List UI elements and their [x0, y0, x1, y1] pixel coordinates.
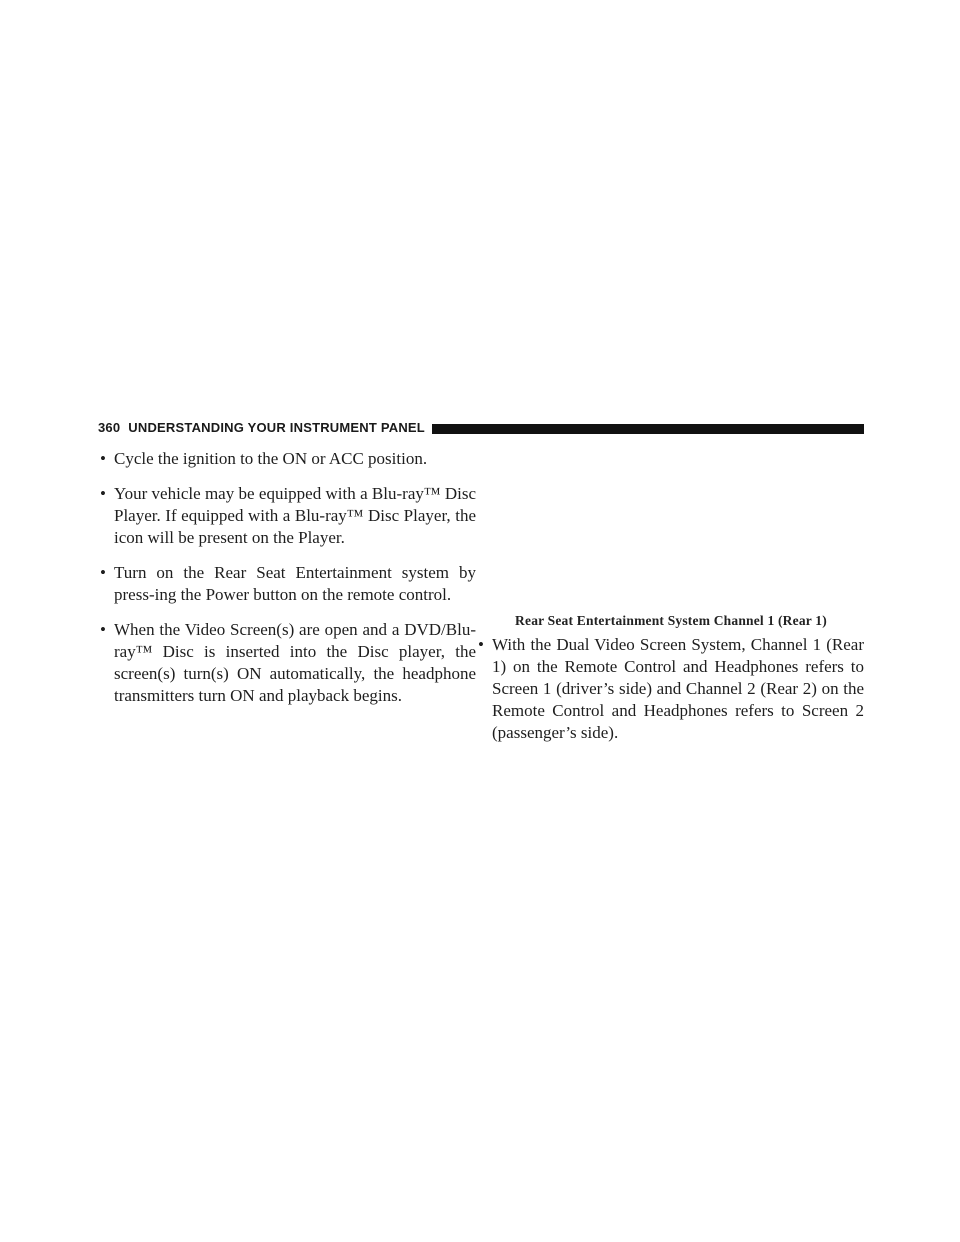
- left-column: [100, 448, 476, 720]
- list-item-text: Cycle the ignition to the ON or ACC position.: [114, 449, 428, 468]
- bullet-icon: •: [100, 449, 106, 468]
- list-item: [100, 619, 476, 707]
- page-number: 360: [98, 419, 121, 435]
- list-item: [100, 448, 476, 470]
- list-item: [478, 634, 864, 744]
- list-item-text: Your vehicle may be equipped with a Blu-ray™ Disc Player. If equipped with a Blu-ray™ Disc Player, the icon will be present on the Player.: [114, 484, 476, 547]
- header-rule: [432, 424, 864, 434]
- right-bullet-list: [478, 634, 864, 744]
- right-column: [478, 612, 864, 757]
- figure-caption: Rear Seat Entertainment System Channel 1 (Rear 1): [515, 613, 827, 628]
- list-item: [100, 562, 476, 606]
- bullet-icon: •: [478, 635, 484, 654]
- list-item: [100, 483, 476, 549]
- list-item-text: With the Dual Video Screen System, Channel 1 (Rear 1) on the Remote Control and Headphones refers to Screen 1 (driver’s side) and Channel 2 (Rear 2) on the Remote Control and Headphones refers to Screen 2 (passenger’s side).: [492, 635, 864, 742]
- bullet-icon: •: [100, 620, 106, 639]
- left-bullet-list: [100, 448, 476, 707]
- list-item-text: When the Video Screen(s) are open and a DVD/Blu-ray™ Disc is inserted into the Disc player, the screen(s) turn(s) ON automatically, the headphone transmitters turn ON and playback begins.: [114, 620, 476, 705]
- bullet-icon: •: [100, 563, 106, 582]
- page-header: [98, 416, 864, 438]
- bullet-icon: •: [100, 484, 106, 503]
- section-title: UNDERSTANDING YOUR INSTRUMENT PANEL: [128, 419, 425, 435]
- list-item-text: Turn on the Rear Seat Entertainment system by press-ing the Power button on the remote control.: [114, 563, 476, 604]
